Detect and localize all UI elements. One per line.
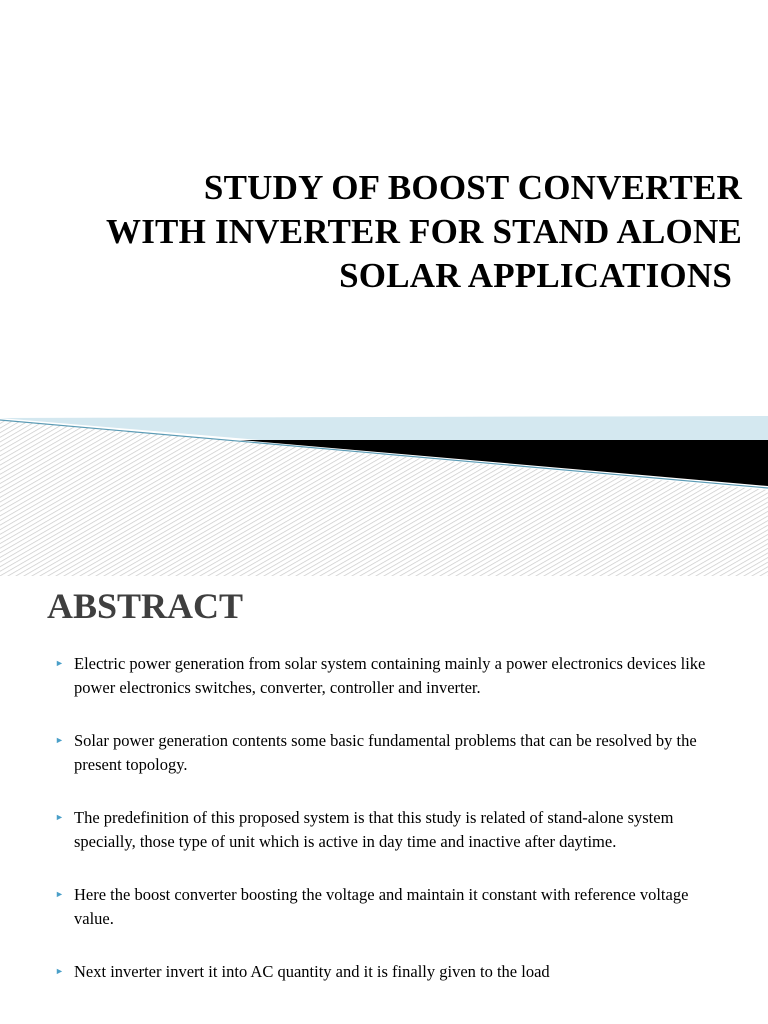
bullet-text: Electric power generation from solar system containing mainly a power electronics devices like power electronics switches, converter, controller and inverter. bbox=[74, 654, 706, 697]
title-line-2: WITH INVERTER FOR STAND ALONE bbox=[106, 212, 742, 251]
triangle-right-icon: ► bbox=[55, 889, 64, 899]
bullet-item bbox=[0, 883, 768, 931]
bullet-item bbox=[0, 729, 768, 777]
bullet-item bbox=[0, 960, 768, 984]
title-line-3: SOLAR APPLICATIONS bbox=[339, 256, 732, 295]
title-decoration bbox=[0, 400, 768, 576]
bullet-text: Solar power generation contents some basic fundamental problems that can be resolved by the present topology. bbox=[74, 731, 697, 774]
triangle-right-icon: ► bbox=[55, 658, 64, 668]
bullet-item bbox=[0, 652, 768, 700]
bullet-text: The predefinition of this proposed system is that this study is related of stand-alone system specially, those type of unit which is active in day time and inactive after daytime. bbox=[74, 808, 674, 851]
triangle-right-icon: ► bbox=[55, 812, 64, 822]
bullet-item bbox=[0, 806, 768, 854]
triangle-right-icon: ► bbox=[55, 735, 64, 745]
title-line-1: STUDY OF BOOST CONVERTER bbox=[203, 168, 742, 207]
triangle-right-icon: ► bbox=[55, 966, 64, 976]
bullet-text: Next inverter invert it into AC quantity and it is finally given to the load bbox=[74, 962, 550, 981]
abstract-slide bbox=[0, 576, 768, 1024]
bullet-text: Here the boost converter boosting the voltage and maintain it constant with reference voltage value. bbox=[74, 885, 689, 928]
abstract-heading: ABSTRACT bbox=[47, 586, 244, 626]
abstract-bullet-list bbox=[0, 652, 768, 1013]
slide-title bbox=[20, 166, 742, 298]
